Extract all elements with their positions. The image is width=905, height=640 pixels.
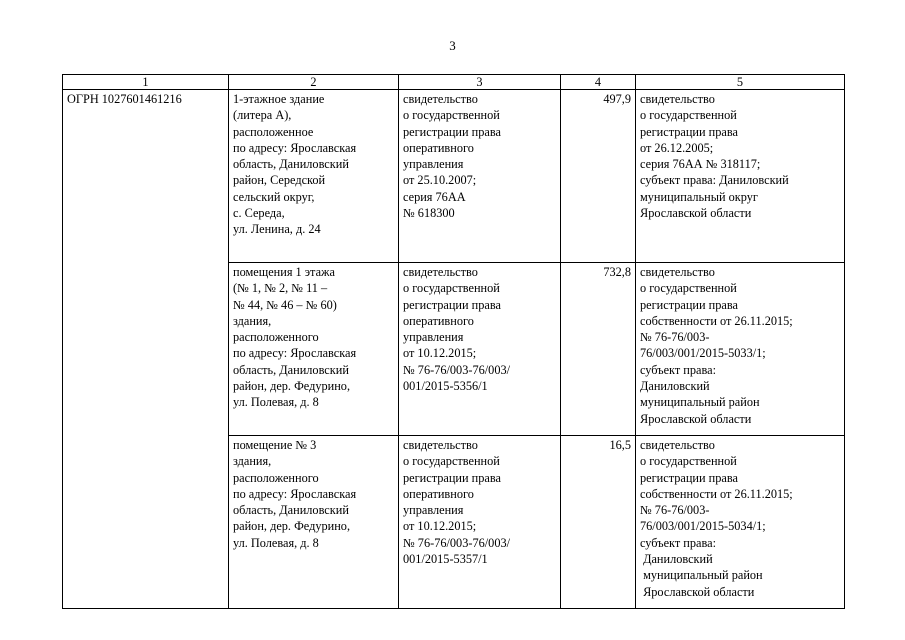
- column-header: 1: [63, 75, 229, 90]
- page-number: 3: [449, 38, 456, 53]
- ownership-cell: свидетельство о государственной регистрации права собственности от 26.11.2015; № 76-76/003- 76/003/001/2015-5033/1; субъект права: Даниловский муниципальный район Ярославской области: [636, 263, 845, 436]
- object-description-cell: 1-этажное здание (литера А), расположенное по адресу: Ярославская область, Даниловский район, Середской сельский округ, с. Середа, ул. Ленина, д. 24: [229, 90, 399, 263]
- object-description-cell: помещения 1 этажа (№ 1, № 2, № 11 – № 44, № 46 – № 60) здания, расположенного по адресу: Ярославская область, Даниловский район, дер. Федурино, ул. Полевая, д. 8: [229, 263, 399, 436]
- column-header: 5: [636, 75, 845, 90]
- property-table: [62, 74, 845, 609]
- column-header: 4: [561, 75, 636, 90]
- column-header: 3: [399, 75, 561, 90]
- area-cell: 732,8: [561, 263, 636, 436]
- area-cell: 497,9: [561, 90, 636, 263]
- registration-document-cell: свидетельство о государственной регистрации права оперативного управления от 10.12.2015; № 76-76/003-76/003/ 001/2015-5356/1: [399, 263, 561, 436]
- table-header-row: [63, 75, 845, 90]
- area-cell: 16,5: [561, 436, 636, 609]
- registration-document-cell: свидетельство о государственной регистрации права оперативного управления от 25.10.2007; серия 76АА № 618300: [399, 90, 561, 263]
- ownership-cell: свидетельство о государственной регистрации права собственности от 26.11.2015; № 76-76/003- 76/003/001/2015-5034/1; субъект права: Даниловский муниципальный район Ярославской области: [636, 436, 845, 609]
- registration-document-cell: свидетельство о государственной регистрации права оперативного управления от 10.12.2015; № 76-76/003-76/003/ 001/2015-5357/1: [399, 436, 561, 609]
- table-row: [63, 90, 845, 263]
- column-header: 2: [229, 75, 399, 90]
- ogrn-cell: ОГРН 1027601461216: [63, 90, 229, 609]
- object-description-cell: помещение № 3 здания, расположенного по адресу: Ярославская область, Даниловский район, дер. Федурино, ул. Полевая, д. 8: [229, 436, 399, 609]
- ownership-cell: свидетельство о государственной регистрации права от 26.12.2005; серия 76АА № 318117; субъект права: Даниловский муниципальный округ Ярославской области: [636, 90, 845, 263]
